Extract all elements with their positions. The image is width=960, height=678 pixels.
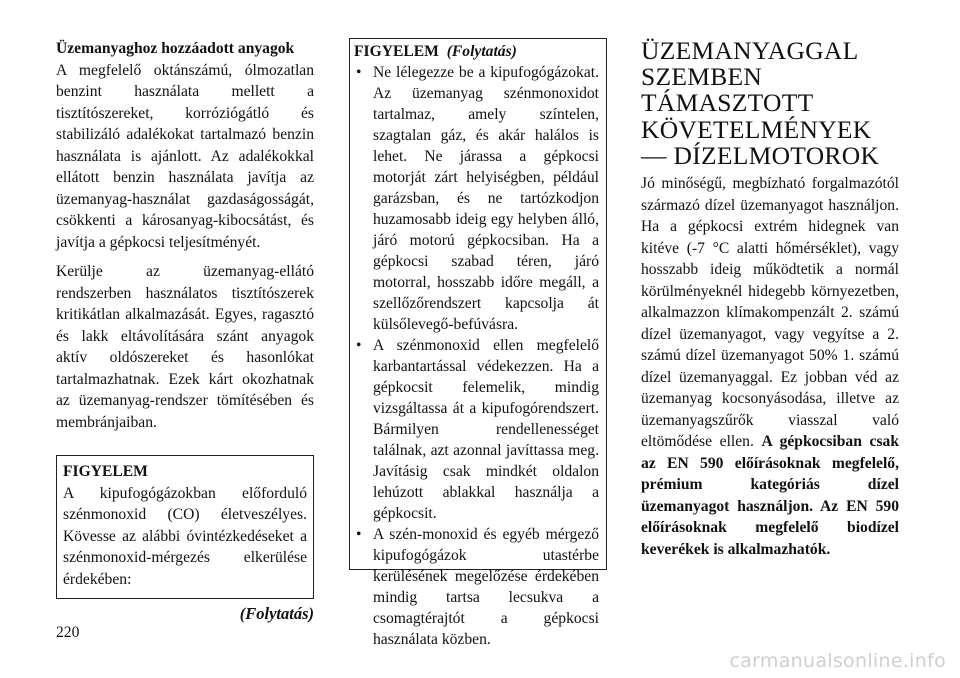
list-item bbox=[354, 524, 599, 650]
left-column bbox=[56, 38, 314, 624]
continued-label: (Folytatás) bbox=[239, 604, 314, 623]
body-text: Jó minőségű, megbízható forgalmazótól származó dízel üzemanyagot használjon. Ha a gépkocsi extrém hidegnek van kitéve (-7 °C alatti hőmérséklet), vagy hosszabb ideig működtetik a normál körülményeknél hidegebb környezetben, alkalmazzon klímakompenzált 2. számú dízel üzemanyagot, vagy vegyítse a 2. számú dízel üzemanyagot 50% 1. számú dízel üzemanyaggal. Ez jobban véd az üzemanyag kocsonyásodása, illetve az üzemanyagszűrők viasszal való eltömődése ellen. bbox=[641, 175, 899, 451]
list-item-text: A szénmonoxid ellen megfelelő karbantartással védekezzen. Ha a gépkocsit felemelik, mindig vizsgáltassa át a kipufogórendszert. Bármilyen rendellenességet találnak, azt azonnal javíttassa meg. Javításig csak mindkét oldalon lehúzott ablakkal használja a gépkocsit. bbox=[373, 337, 599, 522]
watermark: carmanualsonline.info bbox=[729, 650, 946, 672]
paragraph: Kerülje az üzemanyag-ellátó rendszerben használatos tisztítószerek kritikátlan alkalmazását. Egyes, ragasztó és lakk eltávolítására szánt anyagok aktív oldószereket és hasonlókat tartalmazhatnak. Ezek kárt okozhatnak az üzemanyag-rendszer tömítésében és membránjaiban. bbox=[56, 263, 314, 431]
list-item bbox=[354, 335, 599, 524]
warning-box-continued bbox=[349, 38, 607, 648]
right-column bbox=[641, 38, 899, 560]
warning-text: A kipufogógázokban előforduló szénmonoxid (CO) életveszélyes. Kövesse az alábbi óvintézkedéseket a szénmonoxid-mérgezés elkerülése érdekében: bbox=[63, 484, 307, 588]
page-number: 220 bbox=[56, 624, 80, 641]
section-title: ÜZEMANYAGGAL SZEMBEN TÁMASZTOTT KÖVETELMÉNYEK — DÍZELMOTOROK bbox=[641, 36, 880, 170]
warning-title bbox=[354, 41, 599, 62]
paragraph bbox=[641, 173, 899, 560]
warning-bullet-list bbox=[354, 62, 599, 650]
paragraph: A megfelelő oktánszámú, ólmozatlan benzint használata mellett a tisztítószereket, korróziógátló és stabilizáló adalékokat tartalmazó benzin használata is ajánlott. Az adalékokkal ellátott benzin használata javítja az üzemanyag-használat gazdaságosságát, csökkenti a károsanyag-kibocsátást, és javítja a gépkocsi teljesítményét. bbox=[56, 61, 314, 251]
bullet-icon: • bbox=[356, 337, 362, 354]
bullet-icon: • bbox=[356, 64, 362, 81]
list-item bbox=[354, 62, 599, 335]
section-heading: Üzemanyaghoz hozzáadott anyagok bbox=[56, 40, 295, 57]
warning-title: FIGYELEM bbox=[63, 463, 148, 480]
list-item-text: Ne lélegezze be a kipufogógázokat. Az üzemanyag szénmonoxidot tartalmaz, amely színtelen, szagtalan gáz, és akár halálos is lehet. Ne járassa a gépkocsi motorját zárt helyiségben, például garázsban, és ne tartózkodjon huzamosabb ideig egy helyben álló, járó motorú gépkocsiban. Ha a gépkocsi szabad téren, járó motorral, hosszabb időre megáll, a szellőzőrendszert kapcsolja át külsőlevegő-befúvásra. bbox=[373, 64, 599, 333]
list-item-text: A szén-monoxid és egyéb mérgező kipufogógázok utastérbe kerülésének megelőzése érdekében mindig tartsa lecsukva a csomagtérajtót a gépkocsi használata közben. bbox=[373, 526, 599, 648]
warning-title-continued: (Folytatás) bbox=[446, 43, 517, 60]
bullet-icon: • bbox=[356, 526, 362, 543]
warning-box bbox=[56, 455, 314, 599]
body-text-bold: A gépkocsiban csak az EN 590 előírásoknak megfelelő, prémium kategóriás dízel üzemanyagot használjon. Az EN 590 előírásoknak megfelelő biodízel keverékek is alkalmazhatók. bbox=[641, 433, 900, 558]
warning-title-main: FIGYELEM bbox=[354, 43, 439, 60]
middle-column bbox=[349, 38, 607, 648]
